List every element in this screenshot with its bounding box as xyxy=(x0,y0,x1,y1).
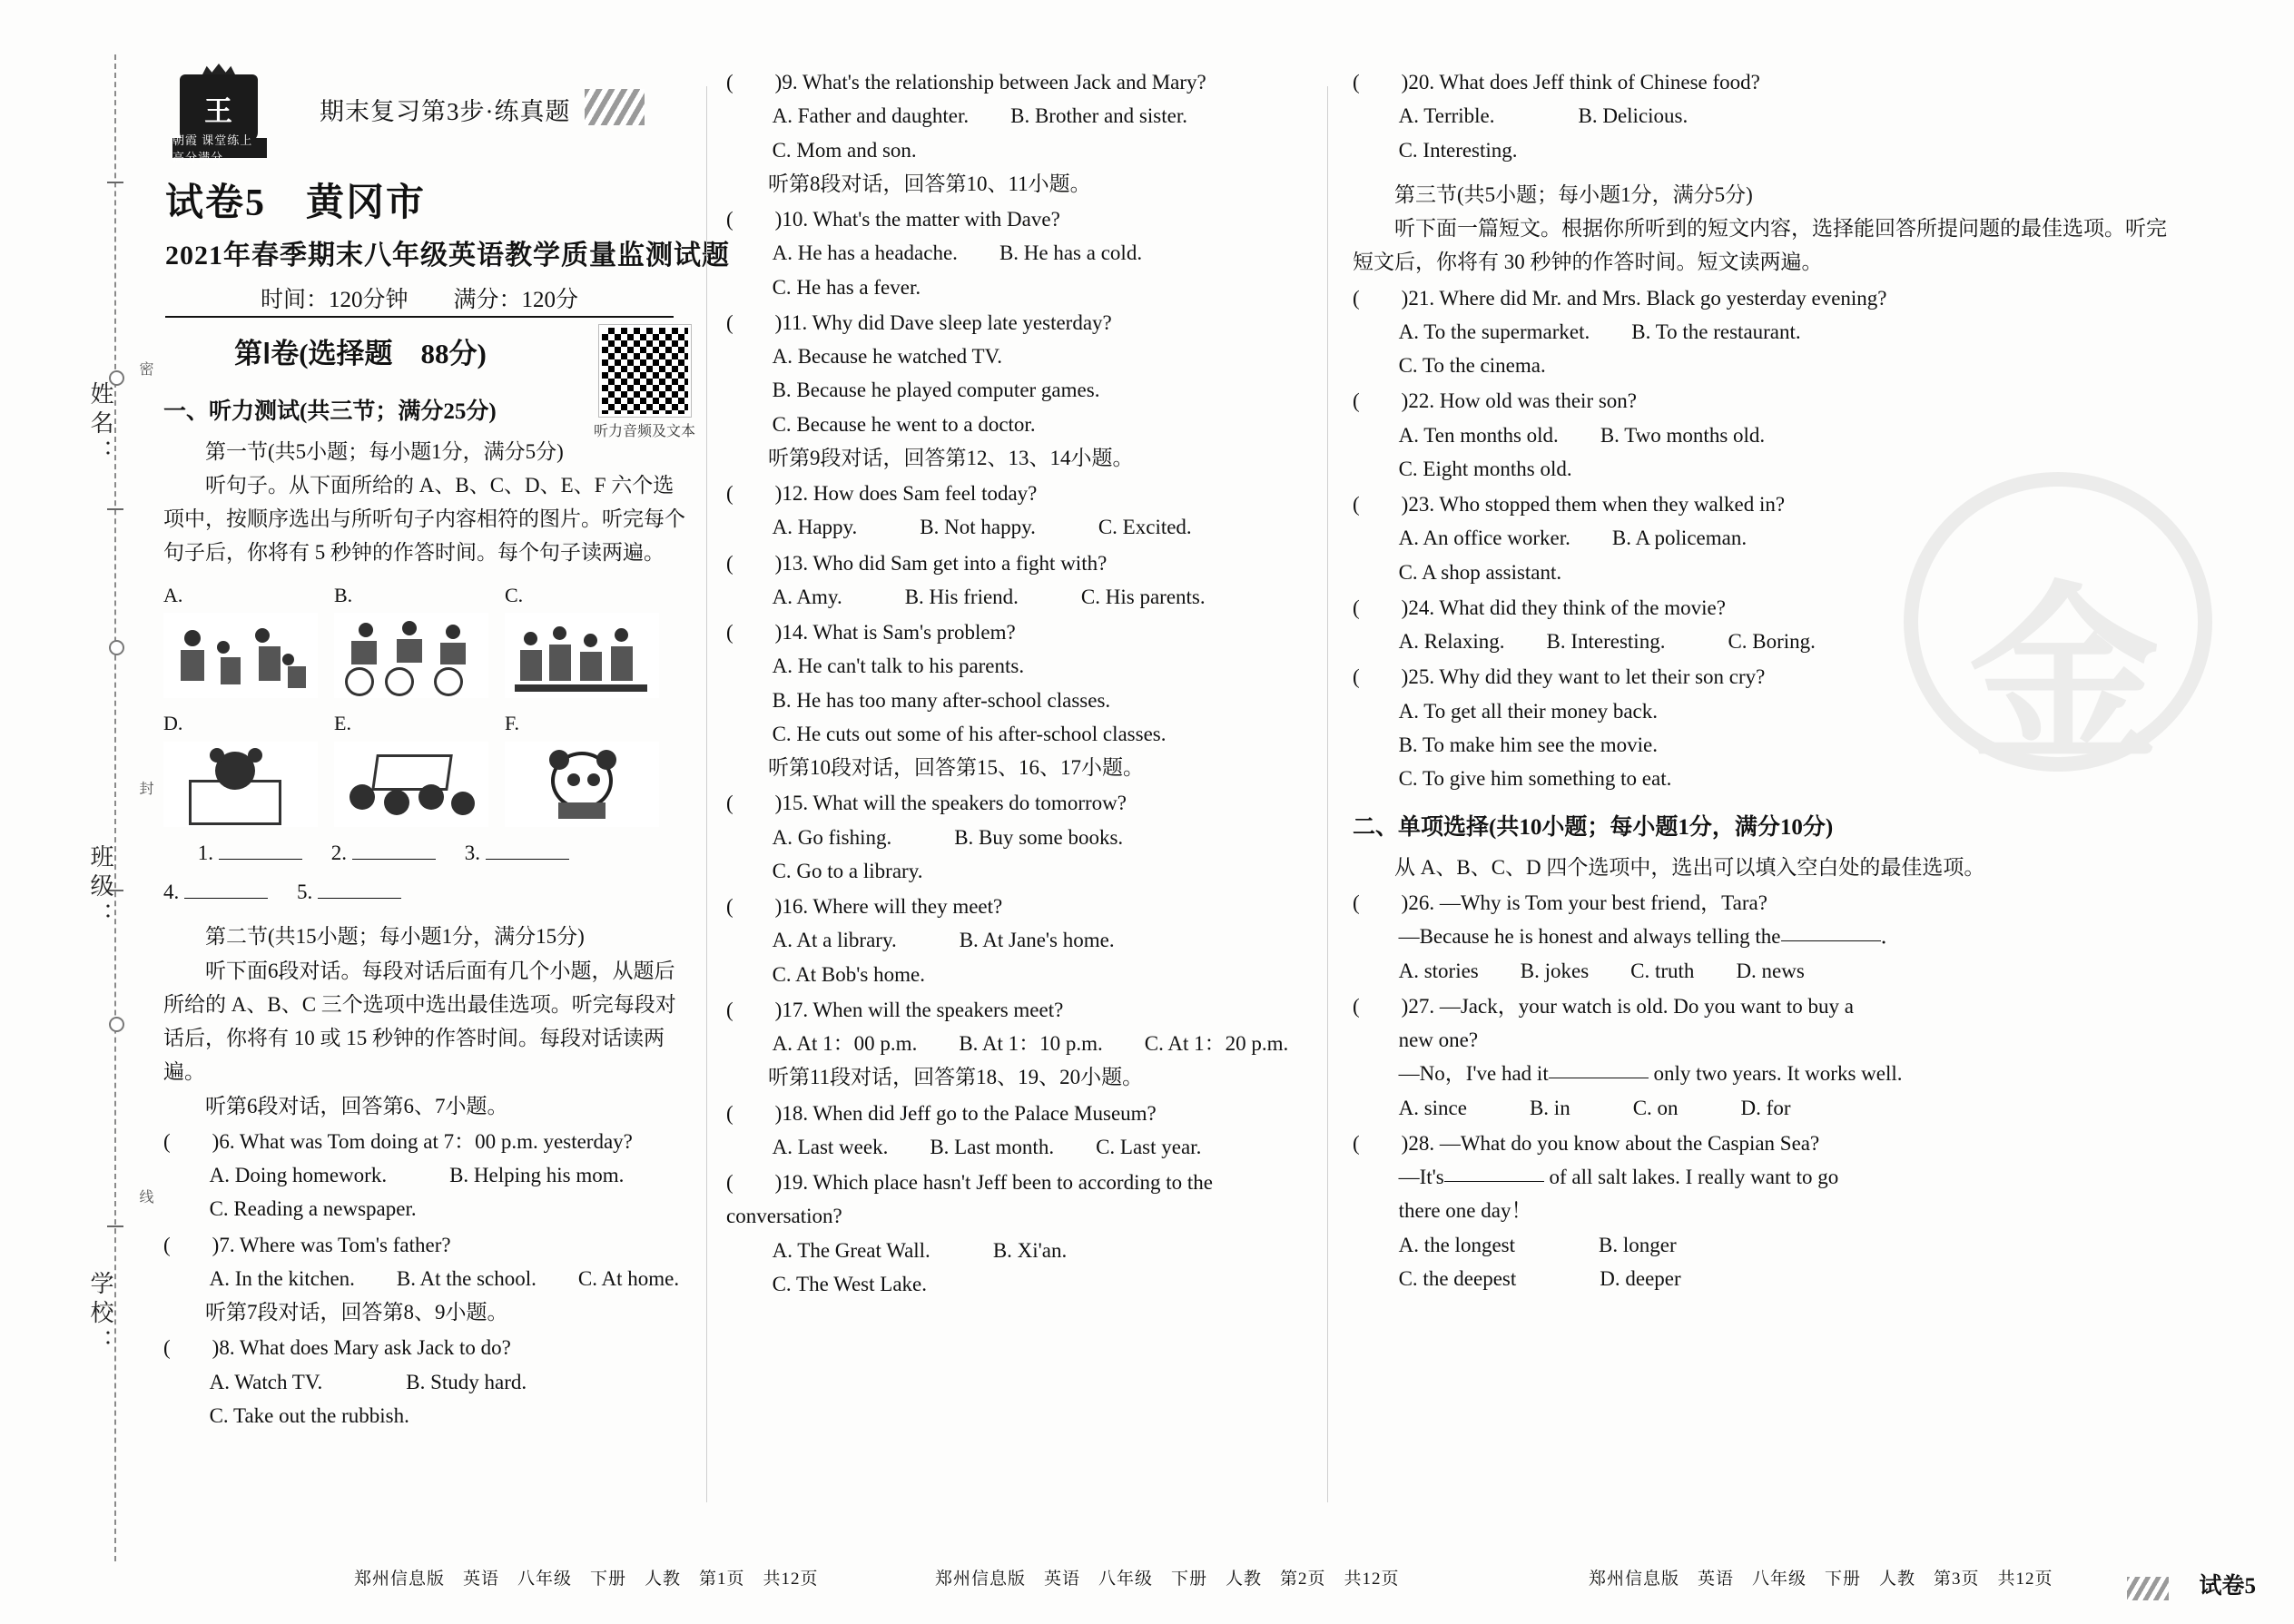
question-6 xyxy=(163,1125,685,1226)
answer-blank[interactable] xyxy=(318,880,401,899)
option-a[interactable]: A. He can't talk to his parents. xyxy=(772,655,1025,678)
answer-bracket[interactable]: ( ) xyxy=(726,998,783,1021)
fill-blank[interactable] xyxy=(1549,1077,1649,1078)
option-b[interactable]: B. He has too many after-school classes. xyxy=(772,688,1111,712)
spine-tick xyxy=(107,182,123,183)
answer-blank[interactable] xyxy=(486,841,569,860)
picture-image-d xyxy=(163,742,318,827)
option-b[interactable]: B. Study hard. xyxy=(406,1370,527,1393)
option-c[interactable]: C. A shop assistant. xyxy=(1398,560,1562,584)
picture-label: D. xyxy=(163,712,183,735)
question-number: 12. xyxy=(782,482,809,505)
answer-bracket[interactable]: ( ) xyxy=(726,208,783,231)
question-14 xyxy=(726,615,1307,751)
column-2 xyxy=(726,64,1307,1301)
question-21 xyxy=(1353,281,2170,383)
picture-label: F. xyxy=(505,712,519,735)
option-a[interactable]: A. At 1：00 p.m. xyxy=(772,1032,918,1055)
question-stem-line2b: only two years. It works well. xyxy=(1653,1062,1903,1086)
publisher-logo xyxy=(167,71,276,164)
part2-heading: 第二节(共15小题；每小题1分，满分15分) xyxy=(205,925,585,949)
picture-option-f[interactable] xyxy=(505,707,659,827)
option-c[interactable]: C. He cuts out some of his after-school classes. xyxy=(772,722,1167,745)
question-number: 17. xyxy=(782,998,809,1021)
question-number: 11. xyxy=(782,310,808,334)
question-number: 24. xyxy=(1408,595,1435,619)
section-listening-heading: 一、听力测试(共三节；满分25分) xyxy=(163,399,497,424)
option-b[interactable]: B. Helping his mom. xyxy=(449,1164,625,1186)
option-c[interactable]: C. At Bob's home. xyxy=(772,962,925,986)
question-number: 10. xyxy=(782,208,809,231)
question-stem: —Jack，your watch is old. Do you want to buy a xyxy=(1439,994,1854,1018)
answer-bracket[interactable]: ( ) xyxy=(726,792,783,815)
question-stem: —What do you know about the Caspian Sea? xyxy=(1439,1131,1820,1155)
footer-paper-tag: 试卷5 xyxy=(2199,1574,2256,1599)
question-stem: What did they think of the movie? xyxy=(1439,595,1726,619)
watermark-char: 金 xyxy=(1969,573,2161,783)
question-stem: Where was Tom's father? xyxy=(239,1233,451,1256)
option-c[interactable]: C. Mom and son. xyxy=(772,138,917,162)
question-stem: When did Jeff go to the Palace Museum? xyxy=(812,1101,1157,1125)
question-number: 27. xyxy=(1408,994,1435,1018)
question-17 xyxy=(726,993,1307,1061)
option-a[interactable]: A. Watch TV. xyxy=(209,1370,323,1393)
part3-heading: 第三节(共5小题；每小题1分，满分5分) xyxy=(1394,182,1753,206)
answer-bracket[interactable]: ( ) xyxy=(726,310,783,334)
option-b[interactable]: B. Interesting. xyxy=(1546,630,1666,653)
option-a[interactable]: A. the longest xyxy=(1398,1233,1515,1256)
option-d[interactable]: D. for xyxy=(1740,1096,1791,1119)
question-stem: How old was their son? xyxy=(1439,389,1638,413)
option-c[interactable]: C. Interesting. xyxy=(1398,138,1518,162)
column-divider xyxy=(706,86,707,1502)
answer-blanks-row1[interactable] xyxy=(163,836,685,870)
question-stem: What was Tom doing at 7：00 p.m. yesterday? xyxy=(239,1129,633,1153)
question-stem-line2: —No，I've had it xyxy=(1398,1062,1549,1086)
option-b[interactable]: B. jokes xyxy=(1520,959,1590,982)
option-a[interactable]: A. Father and daughter. xyxy=(772,104,970,128)
question-number: 22. xyxy=(1408,389,1435,413)
answer-bracket[interactable]: ( ) xyxy=(163,1129,220,1153)
option-a[interactable]: A. Amy. xyxy=(772,585,842,608)
picture-option-a[interactable] xyxy=(163,579,318,699)
option-a[interactable]: A. In the kitchen. xyxy=(209,1266,355,1290)
option-b[interactable]: B. Brother and sister. xyxy=(1010,104,1187,128)
section2-instructions: 从 A、B、C、D 四个选项中，选出可以填入空白处的最佳选项。 xyxy=(1394,855,1985,879)
question-11 xyxy=(726,306,1307,441)
fill-blank[interactable] xyxy=(1781,940,1881,941)
section-multiple-choice-heading: 二、单项选择(共10小题；每小题1分，满分10分) xyxy=(1353,815,1834,841)
field-class-label: 班级： xyxy=(87,844,113,931)
option-b[interactable]: B. Buy some books. xyxy=(954,825,1124,849)
picture-image-b xyxy=(334,613,488,698)
question-stem-cont: new one? xyxy=(1398,1029,1479,1051)
option-c[interactable]: C. At 1：20 p.m. xyxy=(1144,1032,1289,1055)
option-c[interactable]: C. At home. xyxy=(577,1266,680,1290)
answer-bracket[interactable]: ( ) xyxy=(1353,1131,1409,1155)
question-number: 13. xyxy=(782,551,809,575)
option-a[interactable]: A. Go fishing. xyxy=(772,825,892,849)
answer-bracket[interactable]: ( ) xyxy=(1353,595,1409,619)
answer-blank[interactable] xyxy=(184,880,268,899)
question-number: 23. xyxy=(1408,493,1435,516)
picture-option-e[interactable] xyxy=(334,707,488,827)
question-7 xyxy=(163,1228,685,1296)
blank-number: 2. xyxy=(330,841,347,864)
question-stem: What is Sam's problem? xyxy=(812,621,1016,644)
option-c[interactable]: C. Eight months old. xyxy=(1398,457,1572,480)
picture-option-d[interactable] xyxy=(163,707,318,827)
question-13 xyxy=(726,546,1307,615)
option-c[interactable]: C. on xyxy=(1632,1096,1679,1119)
option-a[interactable]: A. Ten months old. xyxy=(1398,423,1559,447)
part3-instructions: 听下面一篇短文。根据你所听到的短文内容，选择能回答所提问题的最佳选项。听完短文后，你将有 30 秒钟的作答时间。短文读两遍。 xyxy=(1353,217,2167,274)
question-number: 14. xyxy=(782,621,809,644)
option-a[interactable]: A. Because he watched TV. xyxy=(772,345,1002,368)
option-b[interactable]: B. Because he played computer games. xyxy=(772,379,1100,402)
answer-bracket[interactable]: ( ) xyxy=(726,621,783,644)
question-20 xyxy=(1353,65,2170,167)
option-b[interactable]: B. To make him see the movie. xyxy=(1398,733,1659,756)
field-name-label: 姓名： xyxy=(87,381,113,468)
picture-choices xyxy=(163,579,685,827)
footer-tag-stripe xyxy=(2127,1577,2169,1600)
option-a[interactable]: A. Doing homework. xyxy=(209,1164,388,1186)
option-c[interactable]: C. Because he went to a doctor. xyxy=(772,412,1036,436)
blank-number: 3. xyxy=(464,841,480,864)
spine-marker: 线 xyxy=(137,1189,153,1206)
option-b[interactable]: B. Last month. xyxy=(930,1135,1055,1158)
question-number: 15. xyxy=(782,792,809,815)
fill-blank[interactable] xyxy=(1444,1180,1544,1182)
picture-image-a xyxy=(163,613,318,698)
question-number: 8. xyxy=(219,1336,235,1360)
option-b[interactable]: B. Delicious. xyxy=(1578,104,1689,128)
answer-bracket[interactable]: ( ) xyxy=(1353,665,1409,689)
answer-bracket[interactable]: ( ) xyxy=(726,551,783,575)
question-stem: Why did they want to let their son cry? xyxy=(1439,665,1766,689)
picture-image-e xyxy=(334,742,488,827)
option-a[interactable]: A. At a library. xyxy=(772,929,897,952)
option-a[interactable]: A. The Great Wall. xyxy=(772,1238,930,1262)
picture-option-c[interactable] xyxy=(505,579,659,699)
divider xyxy=(165,316,674,318)
series-banner-text: 期末复习第3步·练真题 xyxy=(320,98,571,125)
picture-label: B. xyxy=(334,583,353,606)
option-c[interactable]: C. To give him something to eat. xyxy=(1398,767,1672,790)
picture-image-c xyxy=(505,613,659,698)
option-a[interactable]: A. An office worker. xyxy=(1398,527,1570,550)
group-8-label: 听第8段对话，回答第10、11小题。 xyxy=(768,172,1091,195)
answer-bracket[interactable]: ( ) xyxy=(1353,493,1409,516)
question-stem: What does Mary ask Jack to do? xyxy=(239,1336,511,1360)
spine-tick xyxy=(107,1225,123,1227)
answer-bracket[interactable]: ( ) xyxy=(163,1233,220,1256)
part1-heading: 第一节(共5小题；每小题1分，满分5分) xyxy=(205,439,564,463)
footer-page-2: 郑州信息版 英语 八年级 下册 人教 第2页 共12页 xyxy=(935,1570,1400,1589)
question-stem: How does Sam feel today? xyxy=(812,482,1038,505)
option-c[interactable]: C. The West Lake. xyxy=(772,1272,927,1295)
option-a[interactable]: A. Relaxing. xyxy=(1398,630,1505,653)
question-12 xyxy=(726,477,1307,545)
option-a[interactable]: A. Terrible. xyxy=(1398,104,1495,128)
picture-label: E. xyxy=(334,712,351,735)
option-d[interactable]: D. deeper xyxy=(1600,1266,1681,1290)
option-b[interactable]: B. At Jane's home. xyxy=(959,929,1115,952)
group-10-label: 听第10段对话，回答第15、16、17小题。 xyxy=(768,756,1144,779)
field-school-label: 学校： xyxy=(87,1271,113,1358)
option-c[interactable]: C. Last year. xyxy=(1096,1135,1202,1158)
answer-bracket[interactable]: ( ) xyxy=(163,1336,220,1360)
question-number: 28. xyxy=(1408,1131,1435,1155)
column-1 xyxy=(163,381,685,1432)
option-b[interactable]: B. At 1：10 p.m. xyxy=(959,1032,1103,1055)
question-stem-line3: there one day！ xyxy=(1398,1199,1532,1223)
question-stem: Where did Mr. and Mrs. Black go yesterday evening? xyxy=(1439,286,1887,310)
question-27 xyxy=(1353,989,2170,1125)
question-stem-line2: —Because he is honest and always telling the xyxy=(1398,925,1781,949)
exam-timeline: 时间：120分钟 满分：120分 xyxy=(260,288,578,312)
option-c[interactable]: C. To the cinema. xyxy=(1398,354,1546,377)
question-number: 20. xyxy=(1408,71,1435,94)
question-9 xyxy=(726,65,1307,167)
option-c[interactable]: C. Excited. xyxy=(1098,516,1192,539)
option-a[interactable]: A. He has a headache. xyxy=(772,241,958,265)
answer-blank[interactable] xyxy=(352,841,436,860)
question-stem: —Why is Tom your best friend，Tara? xyxy=(1439,891,1767,914)
question-stem: What's the matter with Dave? xyxy=(812,208,1060,231)
answer-bracket[interactable]: ( ) xyxy=(1353,71,1409,94)
answer-bracket[interactable]: ( ) xyxy=(1353,994,1409,1018)
option-b[interactable]: B. longer xyxy=(1599,1233,1677,1256)
answer-bracket[interactable]: ( ) xyxy=(726,71,783,94)
question-stem: Why did Dave sleep late yesterday? xyxy=(812,310,1112,334)
answer-bracket[interactable]: ( ) xyxy=(1353,891,1409,914)
group-11-label: 听第11段对话，回答第18、19、20小题。 xyxy=(768,1066,1144,1089)
question-number: 26. xyxy=(1408,891,1435,914)
seal-char: 王 xyxy=(204,94,233,127)
spine-tick xyxy=(107,508,123,510)
question-number: 6. xyxy=(219,1129,235,1153)
option-d[interactable]: D. news xyxy=(1736,959,1805,982)
answer-bracket[interactable]: ( ) xyxy=(726,482,783,505)
answer-bracket[interactable]: ( ) xyxy=(726,1101,783,1125)
column-divider xyxy=(1327,86,1328,1502)
option-b[interactable]: B. At the school. xyxy=(396,1266,537,1290)
question-stem: Who stopped them when they walked in? xyxy=(1439,493,1786,516)
option-c[interactable]: C. His parents. xyxy=(1080,585,1206,608)
page-title: 试卷5 黄冈市 xyxy=(165,182,427,224)
question-10 xyxy=(726,202,1307,304)
option-b[interactable]: B. His friend. xyxy=(904,585,1019,608)
option-c[interactable]: C. He has a fever. xyxy=(772,275,921,299)
part1-instructions: 听句子。从下面所给的 A、B、C、D、E、F 六个选项中，按顺序选出与所听句子内容相符的图片。听完每个句子后，你将有 5 秒钟的作答时间。每个句子读两遍。 xyxy=(163,473,685,565)
blank-number: 4. xyxy=(163,881,180,903)
question-stem-line2b: of all salt lakes. I really want to go xyxy=(1549,1166,1839,1188)
option-c[interactable]: C. truth xyxy=(1630,959,1695,982)
option-a[interactable]: A. Happy. xyxy=(772,516,858,539)
spine-dot xyxy=(109,640,124,655)
question-18 xyxy=(726,1097,1307,1165)
question-number: 7. xyxy=(219,1233,235,1256)
question-stem: What will the speakers do tomorrow? xyxy=(812,792,1127,815)
picture-option-b[interactable] xyxy=(334,579,488,699)
part2-instructions: 听下面6段对话。每段对话后面有几个小题，从题后所给的 A、B、C 三个选项中选出最佳选项。听完每段对话后，你将有 10 或 15 秒钟的作答时间。每段对话读两遍。 xyxy=(163,959,676,1084)
blank-number: 5. xyxy=(297,881,313,903)
option-a[interactable]: A. To the supermarket. xyxy=(1398,320,1590,343)
question-number: 18. xyxy=(782,1101,809,1125)
answer-bracket[interactable]: ( ) xyxy=(1353,389,1409,413)
picture-image-f xyxy=(505,742,659,827)
question-number: 25. xyxy=(1408,665,1435,689)
watermark xyxy=(1904,472,2212,783)
volume-heading: 第Ⅰ卷(选择题 88分) xyxy=(234,338,487,369)
answer-blanks-row2[interactable] xyxy=(163,875,685,909)
spine-marker: 密 xyxy=(137,361,153,378)
question-stem: When will the speakers meet? xyxy=(812,998,1064,1021)
option-a[interactable]: A. since xyxy=(1398,1096,1467,1119)
option-c[interactable]: C. Take out the rubbish. xyxy=(209,1403,409,1427)
page-subtitle: 2021年春季期末八年级英语教学质量监测试题 xyxy=(165,241,730,271)
option-c[interactable]: C. Go to a library. xyxy=(772,859,923,882)
footer-page-1: 郑州信息版 英语 八年级 下册 人教 第1页 共12页 xyxy=(354,1570,819,1589)
group-7-label: 听第7段对话，回答第8、9小题。 xyxy=(205,1301,508,1324)
series-banner xyxy=(300,87,645,129)
picture-label: C. xyxy=(505,583,524,606)
question-stem: Where will they meet? xyxy=(812,895,1003,918)
question-15 xyxy=(726,786,1307,888)
blank-number: 1. xyxy=(197,841,213,864)
option-c[interactable]: C. Boring. xyxy=(1728,630,1816,653)
option-b[interactable]: B. He has a cold. xyxy=(999,241,1143,265)
option-b[interactable]: B. To the restaurant. xyxy=(1631,320,1801,343)
group-9-label: 听第9段对话，回答第12、13、14小题。 xyxy=(768,446,1134,469)
option-a[interactable]: A. To get all their money back. xyxy=(1398,699,1658,723)
answer-bracket[interactable]: ( ) xyxy=(726,895,783,918)
question-26 xyxy=(1353,886,2170,988)
option-b[interactable]: B. Not happy. xyxy=(920,516,1036,539)
option-b[interactable]: B. Xi'an. xyxy=(992,1238,1068,1262)
answer-bracket[interactable]: ( ) xyxy=(1353,286,1409,310)
option-c[interactable]: C. Reading a newspaper. xyxy=(209,1197,417,1221)
question-16 xyxy=(726,890,1307,991)
question-stem: What does Jeff think of Chinese food? xyxy=(1439,71,1760,94)
option-b[interactable]: B. A policeman. xyxy=(1611,527,1748,550)
question-28 xyxy=(1353,1127,2170,1295)
question-stem: What's the relationship between Jack and Mary? xyxy=(802,71,1206,94)
option-c[interactable]: C. the deepest xyxy=(1398,1266,1517,1290)
spine-dot xyxy=(109,1017,124,1032)
question-number: 21. xyxy=(1408,286,1435,310)
picture-label: A. xyxy=(163,583,183,606)
banner-stripe xyxy=(585,89,645,125)
answer-bracket[interactable]: ( ) xyxy=(726,1171,783,1194)
question-stem-line2: —It's xyxy=(1398,1166,1444,1188)
option-a[interactable]: A. stories xyxy=(1398,959,1479,982)
question-number: 9. xyxy=(782,71,798,94)
question-number: 19. xyxy=(782,1171,809,1194)
question-stem: Who did Sam get into a fight with? xyxy=(812,551,1108,575)
question-8 xyxy=(163,1331,685,1432)
group-6-label: 听第6段对话，回答第6、7小题。 xyxy=(205,1094,508,1117)
option-b[interactable]: B. in xyxy=(1529,1096,1570,1119)
question-stem: Which place hasn't Jeff been to according to the conversation? xyxy=(726,1171,1213,1228)
footer-page-3: 郑州信息版 英语 八年级 下册 人教 第3页 共12页 xyxy=(1589,1570,2053,1589)
question-22 xyxy=(1353,384,2170,486)
stem-punct: ． xyxy=(1880,925,1902,949)
qr-caption: 听力音频及文本 xyxy=(593,424,695,439)
option-a[interactable]: A. Last week. xyxy=(772,1135,889,1158)
logo-ribbon: 朝霞 课堂练上 高分满分 xyxy=(172,138,267,158)
option-b[interactable]: B. Two months old. xyxy=(1600,423,1766,447)
answer-blank[interactable] xyxy=(219,841,302,860)
question-number: 16. xyxy=(782,895,809,918)
question-19 xyxy=(726,1166,1307,1301)
spine-marker: 封 xyxy=(137,781,153,797)
